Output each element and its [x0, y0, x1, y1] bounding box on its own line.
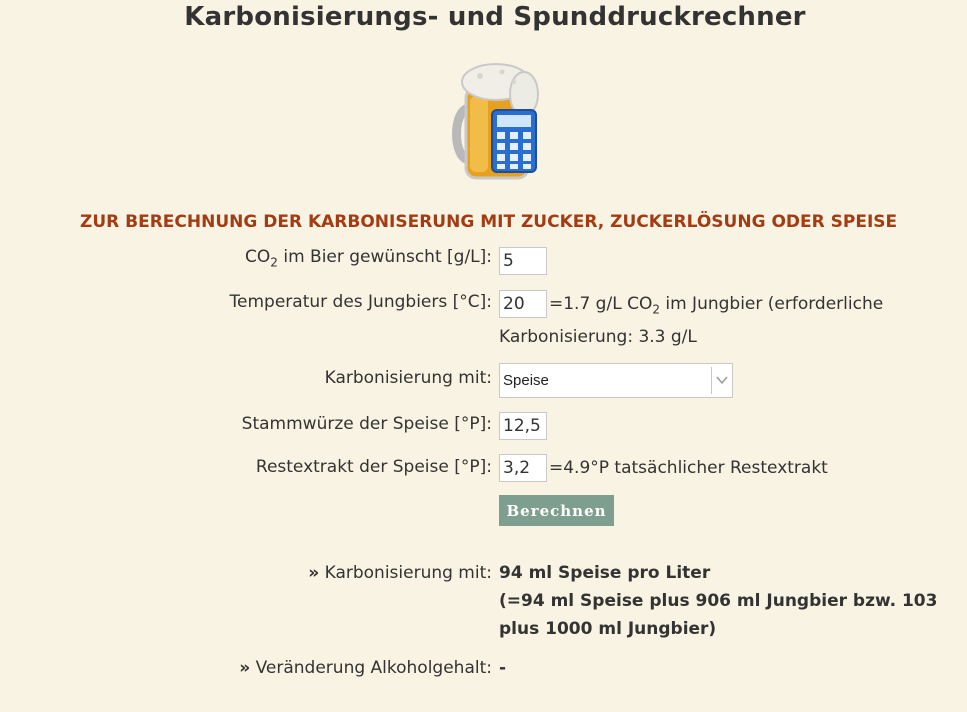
- chevron-down-icon: [716, 375, 728, 385]
- result-arrow-1: »: [308, 563, 320, 583]
- result-alcohol-label-text: Veränderung Alkoholgehalt:: [255, 658, 492, 678]
- beer-calculator-logo: [450, 56, 546, 186]
- restextrakt-note: =4.9°P tatsächlicher Restextrakt: [549, 458, 828, 478]
- temperature-note-line2: Karbonisierung: 3.3 g/L: [499, 327, 697, 347]
- page-title: Karbonisierungs- und Spunddruckrechner: [184, 2, 806, 32]
- select-divider: [711, 367, 712, 394]
- calculate-button[interactable]: Berechnen: [499, 495, 614, 526]
- result-carbonation-line3: plus 1000 ml Jungbier): [499, 619, 717, 639]
- temperature-note-suffix: im Jungbier (erforderliche: [659, 294, 884, 314]
- result-carbonation-line1: 94 ml Speise pro Liter: [499, 563, 711, 583]
- method-select[interactable]: [499, 363, 733, 398]
- result-carbonation-label-text: Karbonisierung mit:: [324, 563, 492, 583]
- stammwuerze-input[interactable]: [499, 412, 547, 440]
- temperature-label: Temperatur des Jungbiers [°C]:: [229, 292, 492, 312]
- result-alcohol-value: -: [499, 658, 507, 678]
- method-label: Karbonisierung mit:: [324, 368, 492, 388]
- restextrakt-label: Restextrakt der Speise [°P]:: [255, 457, 492, 477]
- temperature-note-sub: 2: [652, 302, 660, 317]
- method-select-value: Speise: [503, 372, 549, 389]
- result-arrow-2: »: [239, 658, 251, 678]
- co2-label-suffix: im Bier gewünscht [g/L]:: [277, 247, 492, 267]
- restextrakt-input[interactable]: [499, 454, 547, 482]
- co2-label: [245, 247, 492, 269]
- temperature-note-prefix: =1.7 g/L CO: [549, 294, 653, 314]
- result-carbonation-label: [308, 563, 492, 583]
- result-alcohol-label: [239, 658, 492, 678]
- section-heading: ZUR BERECHNUNG DER KARBONISERUNG MIT ZUCKER, ZUCKERLÖSUNG ODER SPEISE: [80, 212, 898, 232]
- co2-label-sub: 2: [270, 255, 278, 270]
- co2-label-prefix: CO: [245, 247, 271, 267]
- stammwuerze-label: Stammwürze der Speise [°P]:: [241, 414, 492, 434]
- temperature-note: [549, 294, 883, 316]
- co2-input[interactable]: [499, 247, 547, 275]
- result-carbonation-line2: (=94 ml Speise plus 906 ml Jungbier bzw. 103: [499, 591, 938, 611]
- temperature-input[interactable]: [499, 290, 547, 318]
